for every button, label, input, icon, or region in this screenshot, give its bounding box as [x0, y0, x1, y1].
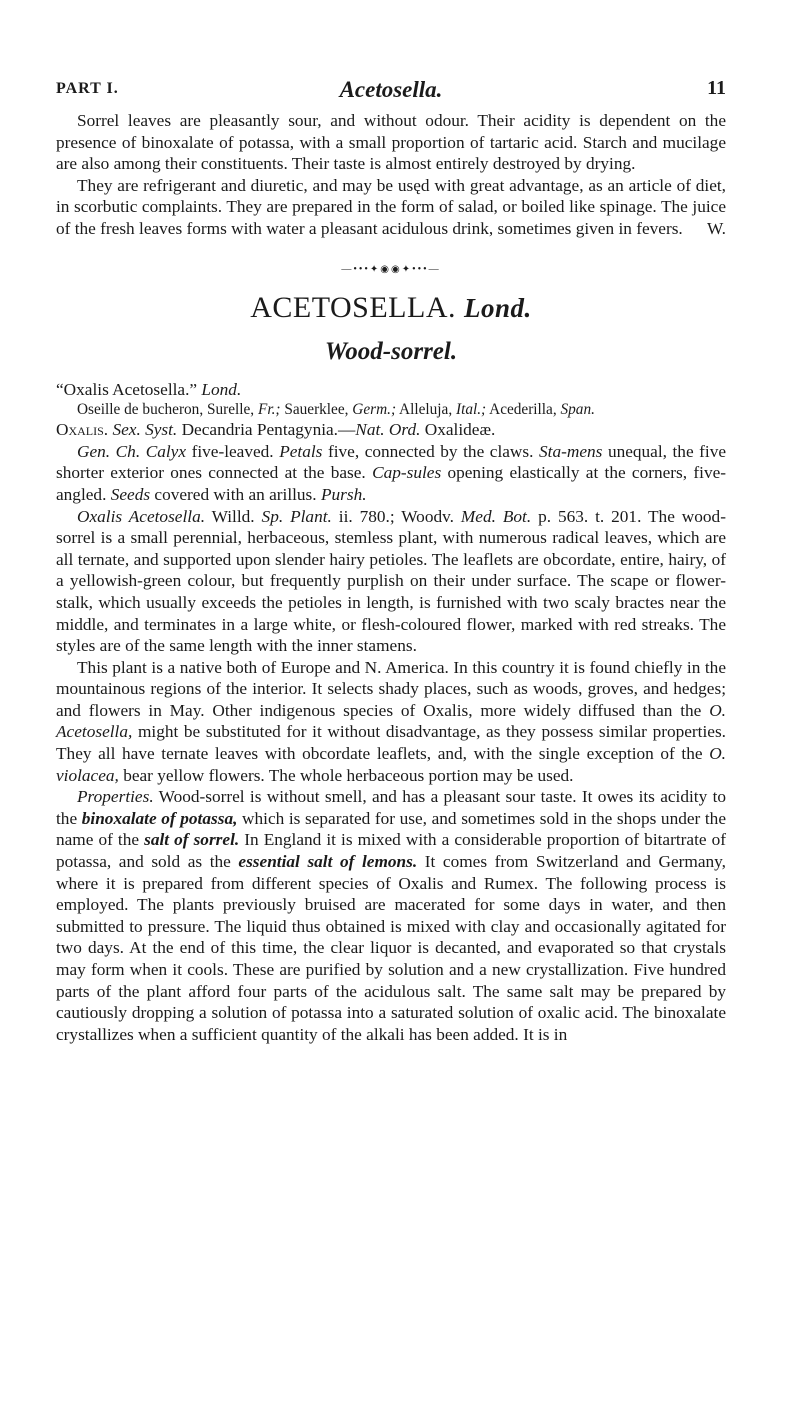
- calyx-text: five-leaved.: [191, 441, 274, 461]
- synonym-span: Span.: [560, 401, 595, 419]
- properties-e: In England it is mixed with a considerable proportion of bitartrate of potassa, and sold as the: [56, 830, 726, 872]
- properties-b: binoxalate of potassa,: [81, 808, 238, 828]
- properties-f: essential salt of lemons.: [238, 852, 418, 872]
- species-ref-4: Med. Bot.: [460, 506, 532, 526]
- habitat-c: might be substituted for it without disadvantage, as they possess similar properties. They all have ternate leaves with obcordate leaflets, and, with the single exception of the: [56, 722, 726, 764]
- seeds-label: Seeds: [110, 484, 151, 504]
- synonym-c: Alleluja,: [399, 401, 453, 419]
- capsules-text: opening elastically at the corners, five-angled.: [56, 463, 727, 504]
- gen-ch-label: Gen. Ch.: [77, 441, 141, 461]
- synonyms: [56, 400, 726, 419]
- sorrel-paragraph-2: [56, 175, 726, 240]
- stamens-label: Sta-mens: [539, 441, 603, 461]
- properties-label: Properties.: [77, 787, 154, 807]
- synonym-fr: Fr.;: [257, 401, 281, 419]
- habitat-paragraph: [56, 657, 726, 787]
- synonym-d: Acederilla,: [489, 401, 557, 419]
- habitat-a: This plant is a native both of Europe and N. America. In this country it is found chiefly in the mountainous regions of the interior. It selects shady places, such as woods, groves, and hedges; and flowers in May. Other indigenous species of Oxalis, more widely diffused than the: [56, 657, 726, 720]
- generic-character: [56, 441, 726, 506]
- part-label: PART I.: [56, 80, 119, 97]
- author-initial: W.: [706, 218, 726, 238]
- species-description-text: The wood-sorrel is a small perennial, herbaceous, stemless plant, with numerous radical leaves, which are all ternate, and supported upon slender hairy petioles. The leaflets are obcordate, entire, hairy, of a yellowish-green colour, but frequently purplish on their under surface. The scape or flower-stalk, which usually exceeds the petioles in length, is furnished with two scaly bractes near the middle, and terminates in a large white, or flesh-coloured flower, marked with red streaks. The styles are of the same length with the inner stamens.: [56, 506, 726, 656]
- running-title: Acetosella.: [339, 77, 443, 102]
- synonym-ital: Ital.;: [455, 401, 487, 419]
- page-number: 11: [707, 77, 726, 99]
- species-ref-1: Willd.: [211, 506, 255, 526]
- genus: Oxalis.: [56, 420, 109, 440]
- stamens-text: unequal, the five shorter exterior ones connected at the base.: [56, 441, 727, 483]
- capsules-label: Cap-sules: [372, 463, 442, 483]
- petals-text: five, connected by the claws.: [327, 441, 534, 461]
- section-ornament: —•••✦◉◉✦•••—: [341, 263, 441, 275]
- seeds-text: covered with an arillus.: [154, 484, 317, 504]
- species-ref-5: p. 563. t. 201.: [538, 506, 642, 526]
- species-ref-3: ii. 780.; Woodv.: [338, 506, 454, 526]
- species-ref-2: Sp. Plant.: [261, 506, 332, 526]
- running-header: [56, 77, 726, 110]
- species-name: Oxalis Acetosella.: [77, 506, 206, 526]
- synonym-b: Sauerklee,: [284, 401, 349, 419]
- nat-ord-value: Oxalideæ.: [424, 420, 496, 440]
- properties-paragraph: [56, 786, 726, 1045]
- article-title-suffix: Lond.: [464, 292, 532, 323]
- sorrel-paragraph-1: Sorrel leaves are pleasantly sour, and without odour. Their acidity is dependent on the presence of binoxalate of potassa, with a small proportion of tartaric acid. Starch and mucilage are also among their constituents. Their taste is almost entirely destroyed by drying.: [56, 111, 726, 174]
- properties-a: Wood-sorrel is without smell, and has a pleasant sour taste. It owes its acidity to the: [56, 787, 727, 828]
- synonym-a: Oseille de bucheron, Surelle,: [77, 401, 255, 419]
- properties-c: which is separated for use, and sometimes sold in the shops under the name of the: [56, 808, 726, 850]
- official-name: [56, 379, 726, 401]
- article-title: [56, 291, 726, 325]
- calyx-label: Calyx: [145, 441, 187, 461]
- authority: Pursh.: [320, 484, 367, 504]
- petals-label: Petals: [279, 441, 323, 461]
- habitat-e: bear yellow flowers. The whole herbaceous portion may be used.: [123, 765, 574, 785]
- official-name-source: Lond.: [201, 379, 242, 399]
- habitat-b: O. Acetosella,: [56, 700, 726, 742]
- habitat-d: O. violacea,: [56, 744, 726, 785]
- properties-g: It comes from Switzerland and Germany, where it is prepared from different species of Oxalis and Rumex. The following process is employed. The plants previously bruised are macerated for some days in water, and then submitted to pressure. The liquid thus obtained is mixed with clay and occasionally agitated for two days. At the end of this time, the clear liquor is decanted, and evaporated so that crystals may form when it cools. These are purified by solution and a new crystallization. Five hundred parts of the plant afford four parts of the acidulous salt. The same salt may be prepared by cautiously dropping a solution of potassa into a saturated solution of oxalic acid. The binoxalate crystallizes when a sufficient quantity of the alkali has been added. It is in: [56, 852, 726, 1044]
- nat-ord-label: Nat. Ord.: [355, 420, 421, 440]
- sex-syst-value: Decandria Pentagynia.—: [181, 420, 356, 440]
- article-title-text: ACETOSELLA.: [250, 290, 456, 324]
- classification: [56, 419, 726, 441]
- properties-d: salt of sorrel.: [144, 830, 240, 850]
- synonym-germ: Germ.;: [352, 401, 397, 419]
- species-description: [56, 506, 726, 657]
- article-subtitle: Wood-sorrel.: [324, 337, 458, 365]
- sorrel-paragraph-2-text: They are refrigerant and diuretic, and may be usęd with great advantage, as an article of diet, in scorbutic complaints. They are prepared in the form of salad, or boiled like spinage. The juice of the fresh leaves forms with water a pleasant acidulous drink, sometimes given in fevers.: [56, 175, 726, 238]
- official-name-text: “Oxalis Acetosella.”: [56, 379, 198, 399]
- sex-syst-label: Sex. Syst.: [112, 420, 178, 440]
